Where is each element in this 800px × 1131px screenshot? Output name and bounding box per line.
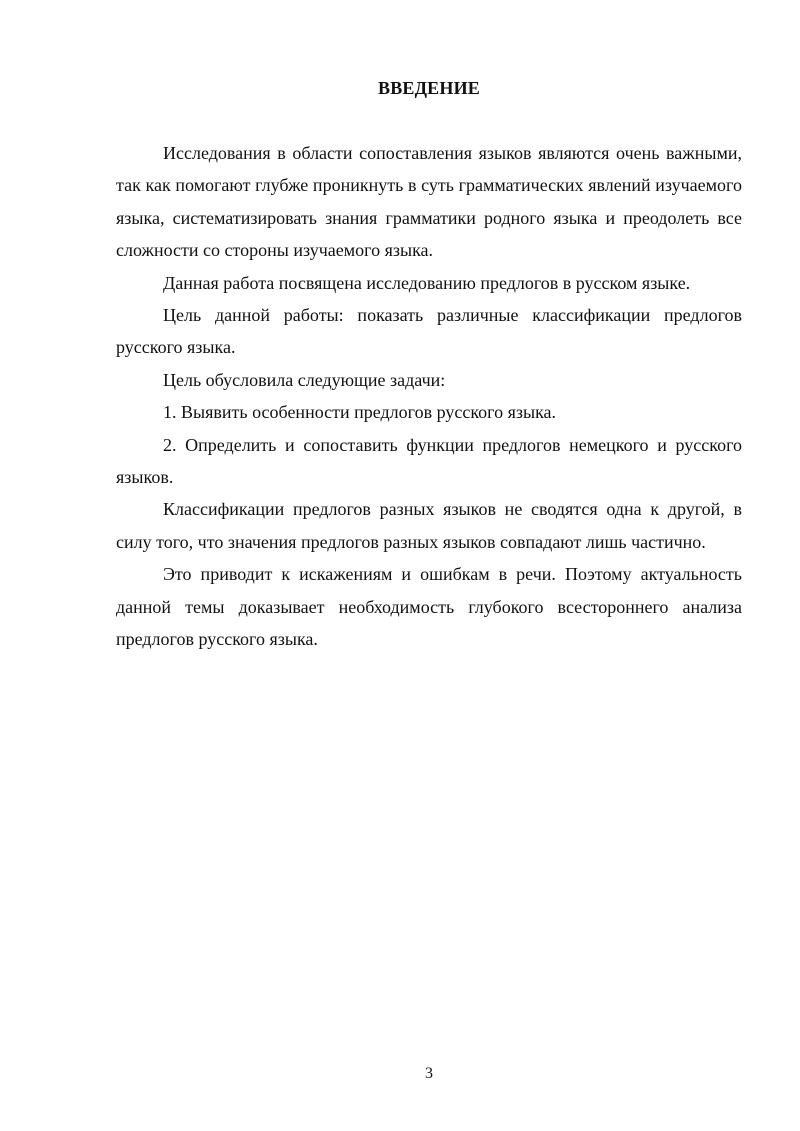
paragraph-2: Данная работа посвящена исследованию предлогов в русском языке. [163, 272, 691, 293]
list-item-2: 2. Определить и сопоставить функции предлогов немецкого и русского языков. [116, 434, 742, 488]
paragraph-7: Классификации предлогов разных языков не сводятся одна к другой, в силу того, что значения предлогов разных языков совпадают лишь частично. [116, 499, 742, 552]
section-title: ВВЕДЕНИЕ [377, 78, 480, 98]
body-text [116, 137, 742, 656]
page-number: 3 [425, 1065, 433, 1082]
paragraph-4: Цель обусловила следующие задачи: [163, 369, 446, 390]
paragraph-3: Цель данной работы: показать различные классификации предлогов русского языка. [116, 305, 742, 358]
paragraph-8: Это приводит к искажениям и ошибкам в речи. Поэтому актуальность данной темы доказывает необходимость глубокого всестороннего анализа предлогов русского языка. [116, 564, 742, 650]
list-item-1: 1. Выявить особенности предлогов русского языка. [163, 402, 557, 423]
paragraph-1: Исследования в области сопоставления языков являются очень важными, так как помогают глубже проникнуть в суть грамматических явлений изучаемого языка, систематизировать знания грамматики родного языка и преодолеть все сложности со стороны изучаемого языка. [116, 143, 742, 261]
